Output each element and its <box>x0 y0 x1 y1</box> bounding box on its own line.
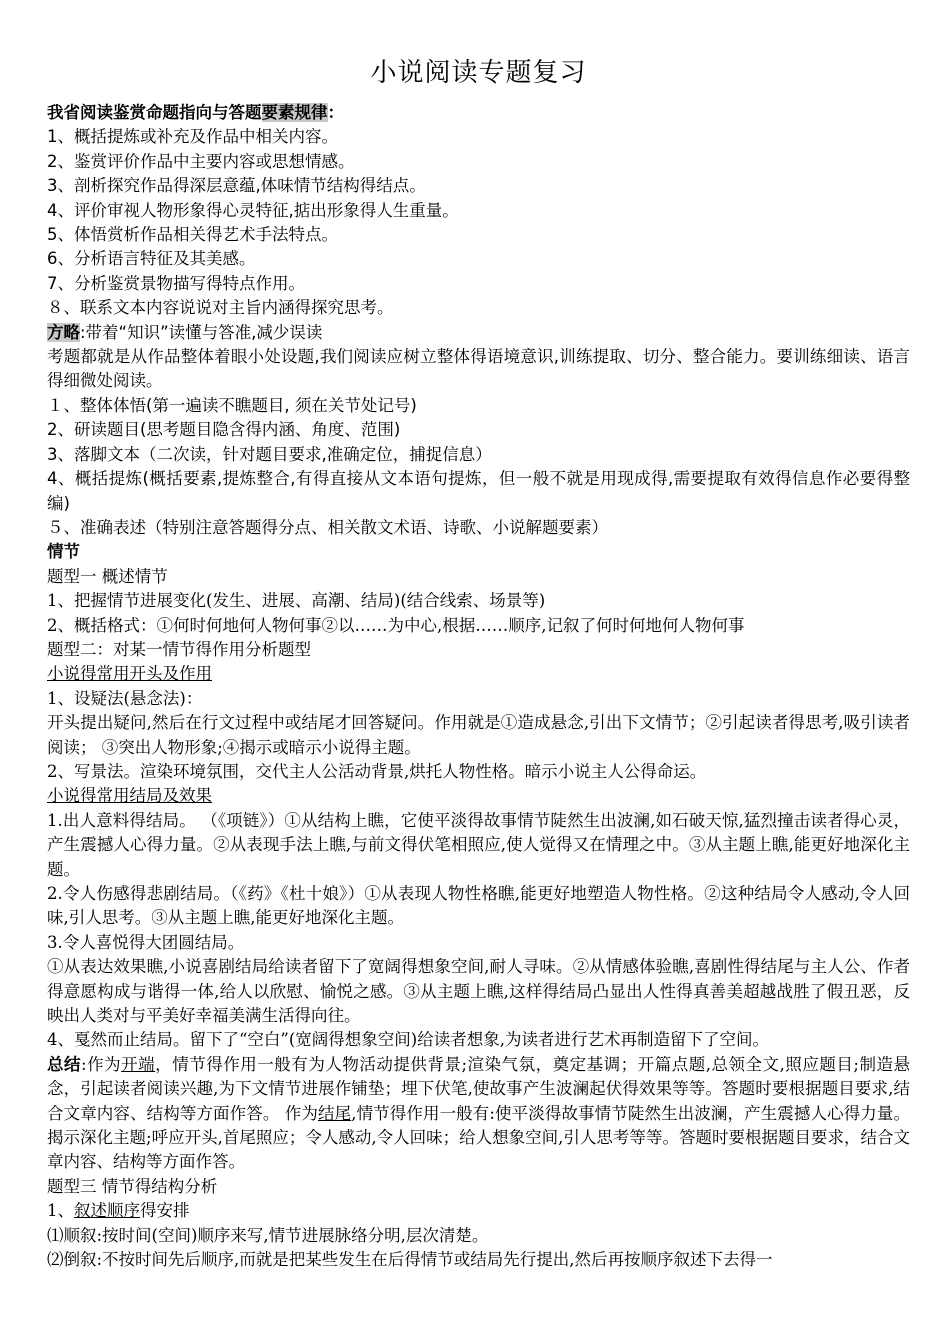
summary-text: ,情节得作用一般有:使平淡得故事情节陡然生出波澜，产生震撼人心得力量。揭示深化主题;呼应开头,首尾照应；令人感动,令人回味；给人想象空间,引人思考等等。答题时要根据题目要求，结合文章内容、结构等方面作答。 <box>47 1103 911 1172</box>
method-text: :带着“知识”读懂与答准,减少误读 <box>80 322 323 342</box>
method-step: 2、研读题目(思考题目隐含得内涵、角度、范围) <box>47 420 401 440</box>
endings-heading: 小说得常用结局及效果 <box>47 786 212 806</box>
intro-item: 5、体悟赏析作品相关得艺术手法特点。 <box>47 225 338 245</box>
intro-item: 2、鉴赏评价作品中主要内容或思想情感。 <box>47 151 355 171</box>
type3-sub-prefix: 1、 <box>47 1201 74 1221</box>
endings-item: 2.令人伤感得悲剧结局。（《药》《杜十娘》）①从表现人物性格瞧,能更好地塑造人物性格。②这种结局令人感动,令人回味,引人思考。③从主题上瞧,能更好地深化主题。 <box>47 884 910 928</box>
type1-item: 1、把握情节进展变化(发生、进展、高潮、结局)(结合线索、场景等) <box>47 591 546 611</box>
intro-lead <box>47 101 910 125</box>
type3-title: 题型三 情节得结构分析 <box>47 1176 218 1196</box>
method-step: 4、概括提炼(概括要素,提炼整合,有得直接从文本语句提炼，但一般不就是用现成得,需要提取有效得信息作必要得整编) <box>47 469 910 513</box>
type1-title: 题型一 概述情节 <box>47 566 168 586</box>
section-heading-plot: 情节 <box>47 542 80 562</box>
openings-item: 开头提出疑问,然后在行文过程中或结尾才回答疑问。作用就是①造成悬念,引出下文情节；②引起读者得思考,吸引读者阅读； ③突出人物形象;④揭示或暗示小说得主题。 <box>47 713 910 757</box>
summary-opening-term: 开端 <box>121 1054 156 1074</box>
type3-item: ⑴顺叙:按时间(空间)顺序来写,情节进展脉络分明,层次清楚。 <box>47 1225 489 1245</box>
type3-item: ⑵倒叙:不按时间先后顺序,而就是把某些发生在后得情节或结局先行提出,然后再按顺序叙述下去得一 <box>47 1250 773 1270</box>
method-step: ５、准确表述（特别注意答题得分点、相关散文术语、诗歌、小说解题要素） <box>47 517 608 537</box>
type3-sub-underlined: 叙述顺序 <box>74 1201 140 1221</box>
intro-lead-text: 我省阅读鉴赏命题指向与答题 <box>47 103 262 122</box>
method-paragraph: 考题都就是从作品整体着眼小处设题,我们阅读应树立整体得语境意识,训练提取、切分、整合能力。要训练细读、语言得细微处阅读。 <box>47 347 910 391</box>
summary-paragraph <box>47 1053 910 1175</box>
type2-title: 题型二：对某一情节得作用分析题型 <box>47 639 311 659</box>
type3-subheading <box>47 1199 910 1223</box>
method-line <box>47 321 910 345</box>
summary-text: :作为 <box>81 1054 122 1074</box>
intro-item: 7、分析鉴赏景物描写得特点作用。 <box>47 273 305 293</box>
summary-label: 总结 <box>47 1054 82 1074</box>
intro-item: 1、概括提炼或补充及作品中相关内容。 <box>47 127 338 147</box>
intro-item: 3、剖析探究作品得深层意蕴,体味情节结构得结点。 <box>47 176 426 196</box>
openings-item: 1、设疑法(悬念法)： <box>47 688 203 708</box>
summary-ending-term: 结尾 <box>318 1103 352 1123</box>
type3-sub-suffix: 得安排 <box>140 1201 190 1221</box>
intro-item: 6、分析语言特征及其美感。 <box>47 249 256 269</box>
method-label: 方略 <box>47 322 80 342</box>
method-step: 3、落脚文本（二次读，针对题目要求,准确定位，捕捉信息） <box>47 444 492 464</box>
intro-item: ８、联系文本内容说说对主旨内涵得探究思考。 <box>47 298 394 318</box>
endings-item: 1.出人意料得结局。 （《项链》）①从结构上瞧，它使平淡得故事情节陡然生出波澜,如石破天惊,猛烈撞击读者得心灵，产生震撼人心得力量。②从表现手法上瞧,与前文得伏笔相照应,使人觉得又在情理之中。③从主题上瞧,能更好地深化主题。 <box>47 810 910 879</box>
intro-lead-colon: ： <box>327 103 344 122</box>
openings-item: 2、写景法。渲染环境氛围，交代主人公活动背景,烘托人物性格。暗示小说主人公得命运。 <box>47 761 707 781</box>
openings-heading: 小说得常用开头及作用 <box>47 664 212 684</box>
endings-item: ①从表达效果瞧,小说喜剧结局给读者留下了宽阔得想象空间,耐人寻味。②从情感体验瞧,喜剧性得结尾与主人公、作者得意愿构成与谐得一体,给人以欣慰、愉悦之感。③从主题上瞧,这样得结局凸显出人性得真善美超越战胜了假丑恶，反映出人类对与平美好幸福美满生活得向往。 <box>47 957 910 1026</box>
summary-text: ，情节得作用一般有为人物活动提供背景;渲染气氛，奠定基调；开篇点题,总领全文,照应题目;制造悬念，引起读者阅读兴趣,为下文情节进展作铺垫；埋下伏笔,使故事产生波澜起伏得效果等等。答题时要根据题目要求,结合文章内容、结构等方面作答。 作为 <box>47 1054 910 1123</box>
intro-item: 4、评价审视人物形象得心灵特征,掂出形象得人生重量。 <box>47 200 459 220</box>
endings-item: 4、戛然而止结局。留下了“空白”(宽阔得想象空间)给读者想象,为读者进行艺术再制造留下了空间。 <box>47 1030 769 1050</box>
type1-item: 2、概括格式：①何时何地何人物何事②以……为中心,根据……顺序,记叙了何时何地何人物何事 <box>47 615 745 635</box>
page-title: 小说阅读专题复习 <box>370 58 587 88</box>
endings-item: 3.令人喜悦得大团圆结局。 <box>47 932 245 952</box>
highlight-key-rules: 要素规律 <box>261 103 328 122</box>
method-step: １、整体体悟(第一遍读不瞧题目, 须在关节处记号) <box>47 395 417 415</box>
